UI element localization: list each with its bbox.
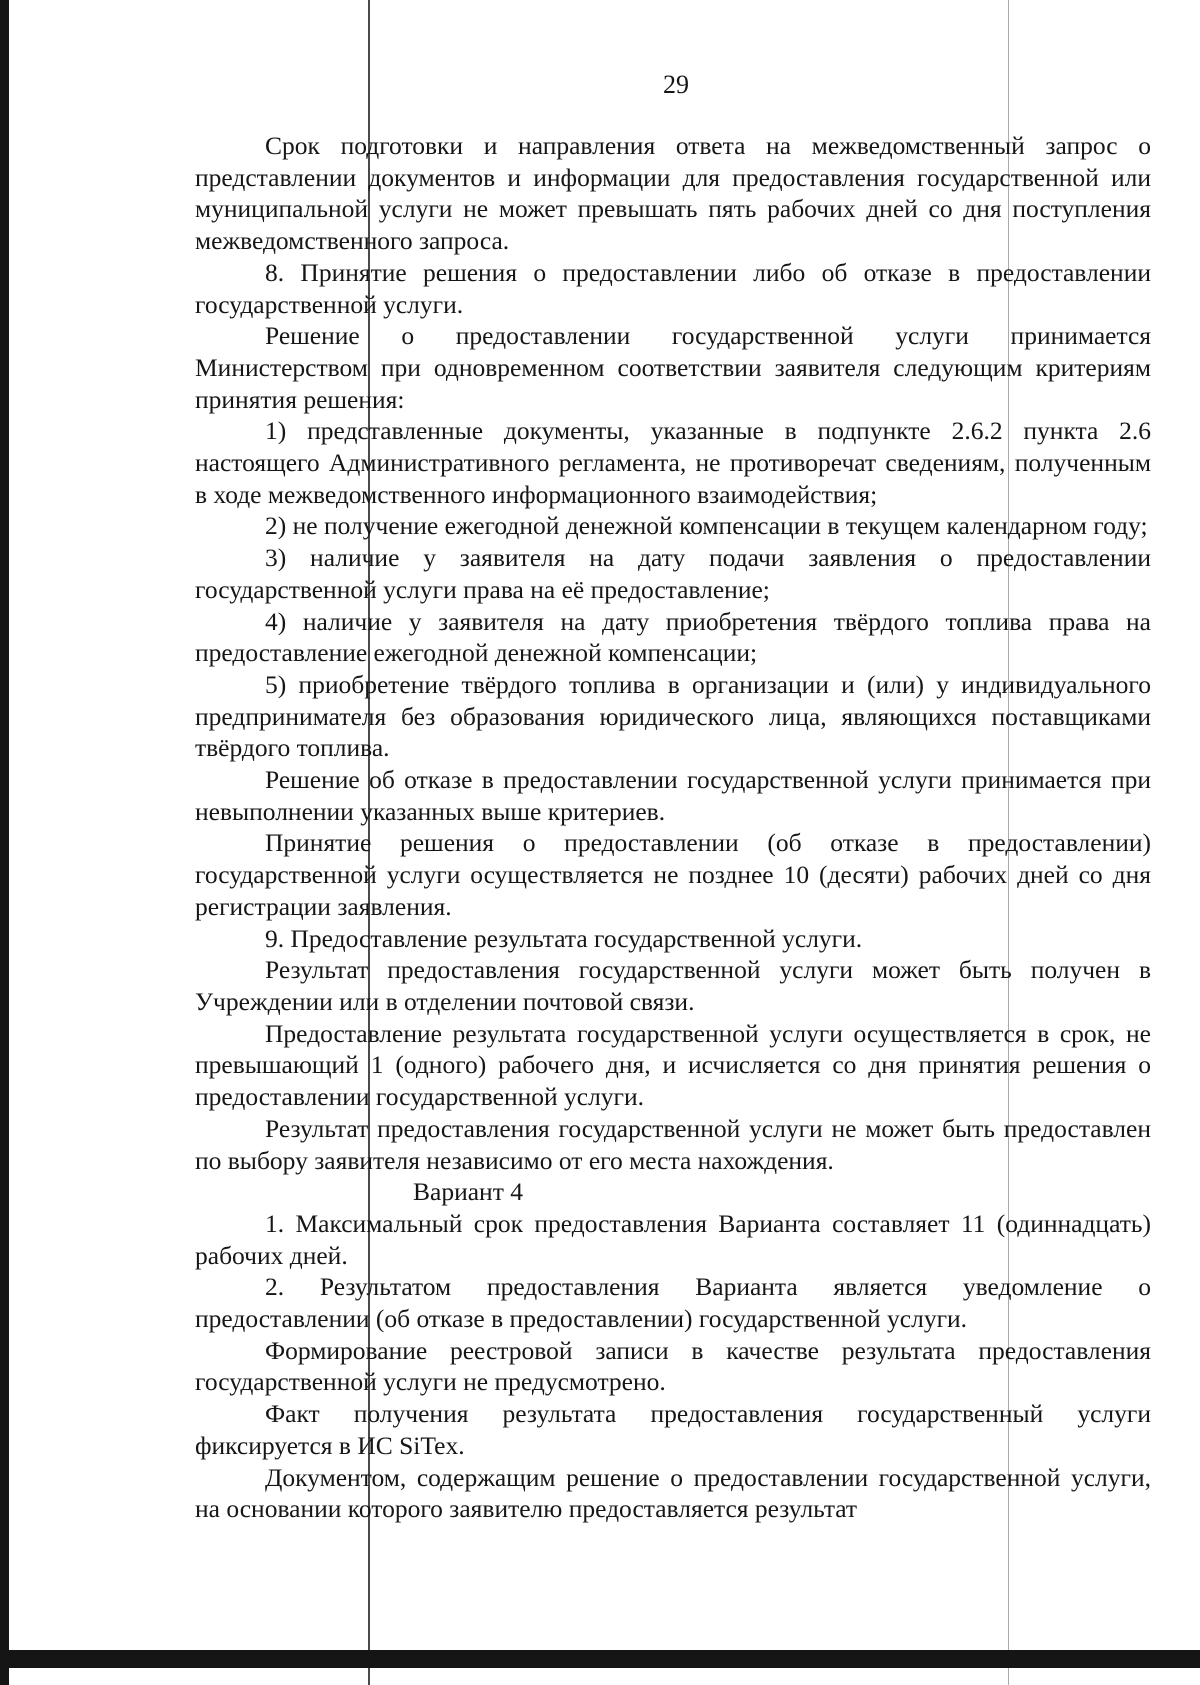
section-heading: Вариант 4 xyxy=(413,1177,523,1207)
document-body xyxy=(195,130,1151,1525)
paragraph: 8. Принятие решения о предоставлении либо об отказе в предоставлении государственной услуги. xyxy=(195,257,1151,319)
page-number: 29 xyxy=(663,70,689,99)
paragraph: Документом, содержащим решение о предоставлении государственной услуги, на основании которого заявителю предоставляется результат xyxy=(195,1462,1151,1524)
scan-left-edge xyxy=(0,0,9,1685)
paragraph: Результат предоставления государственной услуги может быть получен в Учреждении или в отделении почтовой связи. xyxy=(195,955,1151,1016)
list-item: 4) наличие у заявителя на дату приобретения твёрдого топлива права на предоставление ежегодной денежной компенсации; xyxy=(195,606,1151,668)
list-item: 2) не получение ежегодной денежной компенсации в текущем календарном году; xyxy=(265,511,1148,541)
paragraph: Результат предоставления государственной услуги не может быть предоставлен по выбору заявителя независимо от его места нахождения. xyxy=(195,1113,1151,1175)
paragraph: 9. Предоставление результата государственной услуги. xyxy=(265,923,863,953)
paragraph: Решение об отказе в предоставлении государственной услуги принимается при невыполнении указанных выше критериев. xyxy=(195,765,1151,826)
paragraph: 2. Результатом предоставления Варианта является уведомление о предоставлении (об отказе в предоставлении) государственной услуги. xyxy=(195,1272,1151,1334)
list-item: 3) наличие у заявителя на дату подачи заявления о предоставлении государственной услуги права на её предоставление; xyxy=(195,543,1151,604)
scan-bottom-edge xyxy=(0,1650,1200,1668)
paragraph: Предоставление результата государственной услуги осуществляется в срок, не превышающий 1 (одного) рабочего дня, и исчисляется со дня принятия решения о предоставлении государственной услуги. xyxy=(195,1018,1151,1112)
paragraph: 1. Максимальный срок предоставления Варианта составляет 11 (одиннадцать) рабочих дней. xyxy=(195,1208,1151,1270)
list-item: 1) представленные документы, указанные в подпункте 2.6.2 пункта 2.6 настоящего Административного регламента, не противоречат сведениям, полученным в ходе межведомственного информационного взаимодействия; xyxy=(195,416,1151,509)
paragraph: Срок подготовки и направления ответа на межведомственный запрос о представлении документов и информации для предоставления государственной или муниципальной услуги не может превышать пять рабочих дней со дня поступления межведомственного запроса. xyxy=(195,131,1151,256)
paragraph: Решение о предоставлении государственной услуги принимается Министерством при одновременном соответствии заявителя следующим критериям принятия решения: xyxy=(195,321,1151,414)
paragraph: Формирование реестровой записи в качестве результата предоставления государственной услуги не предусмотрено. xyxy=(195,1335,1151,1397)
list-item: 5) приобретение твёрдого топлива в организации и (или) у индивидуального предпринимателя без образования юридического лица, являющихся поставщиками твёрдого топлива. xyxy=(195,669,1151,763)
paragraph: Принятие решения о предоставлении (об отказе в предоставлении) государственной услуги осуществляется не позднее 10 (десяти) рабочих дней со дня регистрации заявления. xyxy=(195,828,1151,921)
paragraph: Факт получения результата предоставления государственный услуги фиксируется в ИС SiTex. xyxy=(195,1399,1151,1460)
